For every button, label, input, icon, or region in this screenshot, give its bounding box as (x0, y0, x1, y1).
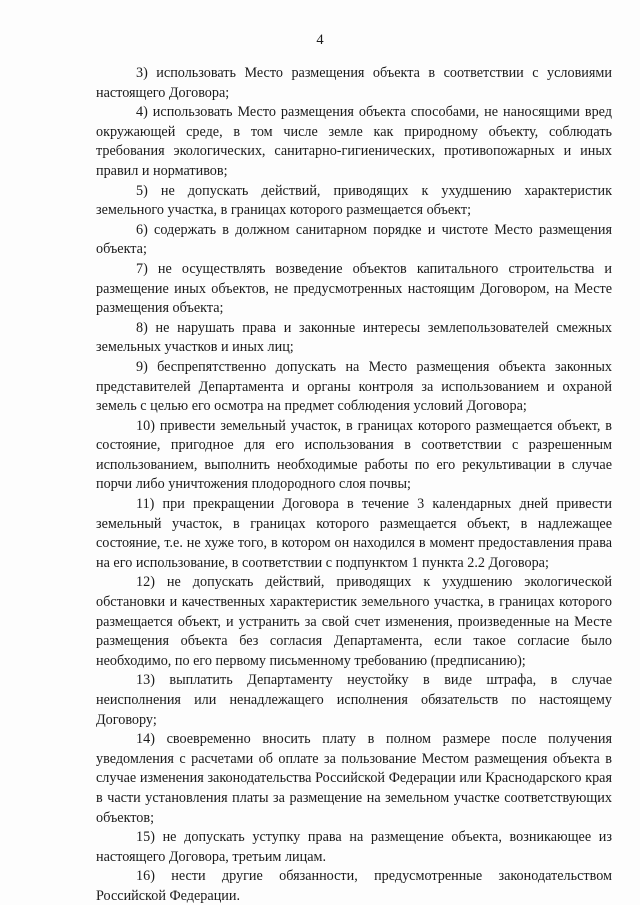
paragraph-16: 16) нести другие обязанности, предусмотренные законодательством Российской Федерации. (96, 868, 612, 904)
paragraph-6: 6) содержать в должном санитарном порядке и чистоте Место размещения объекта; (96, 221, 612, 258)
paragraph-7: 7) не осуществлять возведение объектов капитального строительства и размещение иных объектов, не предусмотренных настоящим Договором, на Месте размещения объекта; (96, 260, 612, 317)
paragraph-3: 3) использовать Место размещения объекта в соответствии с условиями настоящего Договора; (96, 65, 612, 101)
document-body (96, 64, 612, 907)
paragraph-15: 15) не допускать уступку права на размещение объекта, возникающее из настоящего Договора, третьим лицам. (96, 829, 612, 865)
page-number: 4 (316, 32, 324, 48)
paragraph-13: 13) выплатить Департаменту неустойку в виде штрафа, в случае неисполнения или ненадлежащего исполнения обязательств по настоящему Договору; (96, 672, 612, 728)
paragraph-8: 8) не нарушать права и законные интересы землепользователей смежных земельных участков и иных лиц; (96, 319, 612, 356)
paragraph-4: 4) использовать Место размещения объекта способами, не наносящими вред окружающей среде, в том числе земле как природному объекту, соблюдать требования экологических, санитарно-гигиенических, противопожарных и иных правил и нормативов; (96, 104, 612, 179)
paragraph-12: 12) не допускать действий, приводящих к ухудшению экологической обстановки и качественных характеристик земельного участка, в границах которого размещается объект, и устранить за свой счет изменения, произведенные на Месте размещения объекта без согласия Департамента, если такое согласие было необходимо, по его первому письменному требованию (предписанию); (96, 574, 612, 669)
paragraph-10: 10) привести земельный участок, в границах которого размещается объект, в состояние, пригодное для его использования в соответствии с разрешенным использованием, выполнить необходимые работы по его рекультивации в случае порчи либо уничтожения плодородного слоя почвы; (96, 417, 612, 493)
paragraph-5: 5) не допускать действий, приводящих к ухудшению характеристик земельного участка, в границах которого размещается объект; (96, 182, 612, 219)
paragraph-9: 9) беспрепятственно допускать на Место размещения объекта законных представителей Департамента и органы контроля за использованием и охраной земель с целью его осмотра на предмет соблюдения условий Договора; (96, 358, 612, 415)
paragraph-14: 14) своевременно вносить плату в полном размере после получения уведомления с расчетами об оплате за пользование Местом размещения объекта в случае изменения законодательства Российской Федерации или Краснодарского края в части установления платы за размещение на земельном участке соответствующих объектов; (96, 731, 612, 826)
paragraph-11: 11) при прекращении Договора в течение 3 календарных дней привести земельный участок, в границах которого размещается объект, в надлежащее состояние, т.е. не хуже того, в котором он находился в момент предоставления права на его использование, в соответствии с подпунктом 1 пункта 2.2 Договора; (96, 496, 612, 571)
